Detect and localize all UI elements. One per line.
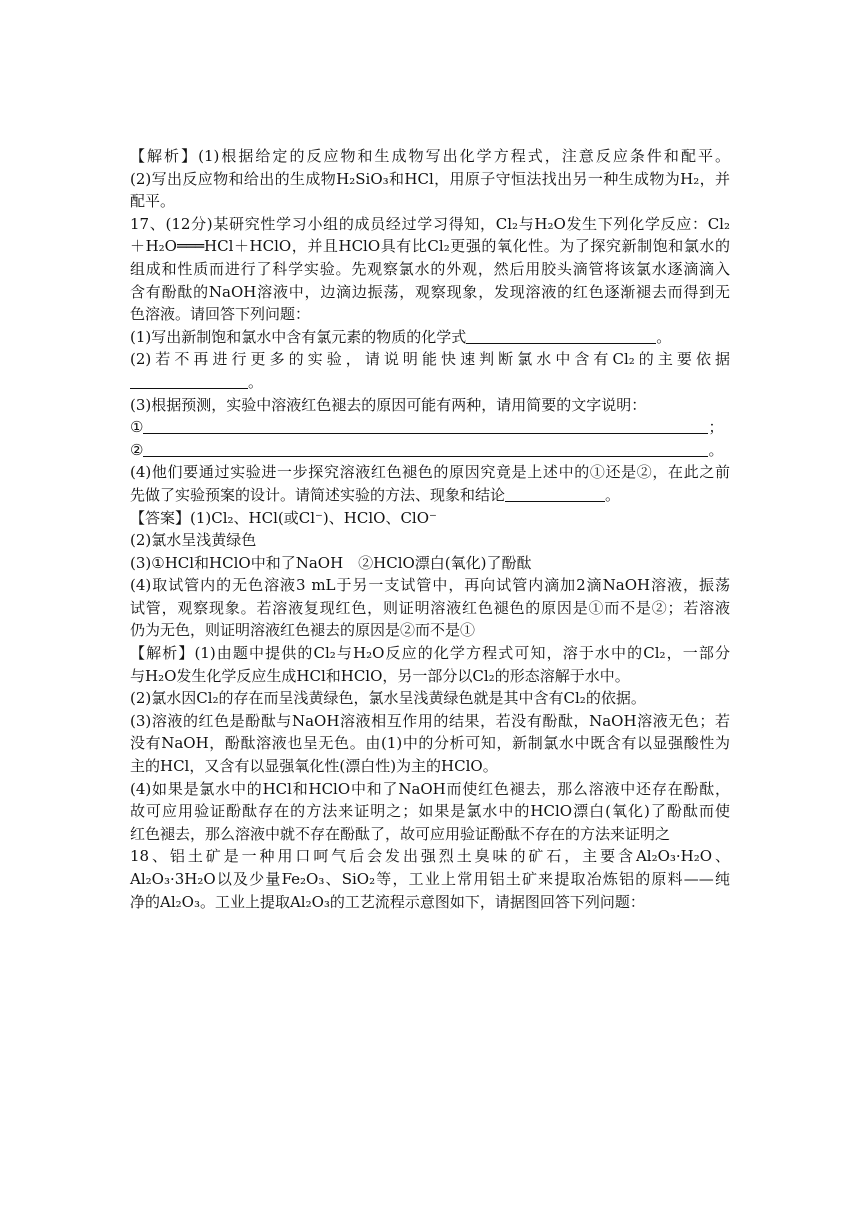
part-4-end: 。 xyxy=(605,485,621,504)
question-17-part-3-option-1 xyxy=(130,416,730,439)
answer-blank-4 xyxy=(143,441,708,457)
answer-blank-1 xyxy=(466,328,656,344)
analysis-17-line-5: 没有NaOH，酚酞溶液也呈无色。由(1)中的分析可知，新制氯水中既含有以显强酸性为 xyxy=(130,734,730,753)
analysis-17-line-7: (4)如果是氯水中的HCl和HClO中和了NaOH而使红色褪去，那么溶液中还存在酚酞， xyxy=(130,779,730,798)
analysis-17-line-1: 【解析】(1)由题中提供的Cl₂与H₂O反应的化学方程式可知，溶于水中的Cl₂，一部分 xyxy=(130,644,730,663)
analysis-17-line-6: 主的HCl，又含有以显强氧化性(漂白性)为主的HClO。 xyxy=(130,757,498,776)
question-18-line-2: Al₂O₃·3H₂O以及少量Fe₂O₃、SiO₂等，工业上常用铝土矿来提取冶炼铝的原料——纯 xyxy=(130,870,730,888)
analysis-17-line-4: (3)溶液的红色是酚酞与NaOH溶液相互作用的结果，若没有酚酞，NaOH溶液无色；若 xyxy=(130,711,730,730)
question-17-part-3-option-2 xyxy=(130,439,730,462)
question-17-line-4: 含有酚酞的NaOH溶液中，边滴边振荡，观察现象，发现溶液的红色逐渐褪去而得到无 xyxy=(130,282,730,301)
answer-17-part-4-line-2: 试管，观察现象。若溶液复现红色，则证明溶液红色褪色的原因是①而不是②；若溶液 xyxy=(130,598,730,617)
question-17-part-2-blank-line xyxy=(130,371,730,394)
answer-17-part-2: (2)氯水呈浅黄绿色 xyxy=(130,531,257,550)
document-page xyxy=(130,145,730,913)
question-17-part-1 xyxy=(130,326,730,349)
part-1-end: 。 xyxy=(656,327,672,346)
question-17-part-4-line-1: (4)他们要通过实验进一步探究溶液红色褪色的原因究竟是上述中的①还是②，在此之前 xyxy=(130,463,730,482)
analysis-17-line-2: 与H₂O发生化学反应生成HCl和HClO，另一部分以Cl₂的形态溶解于水中。 xyxy=(130,666,630,685)
question-17-line-5: 色溶液。请回答下列问题： xyxy=(130,305,311,324)
question-17-line-1: 17、(12分)某研究性学习小组的成员经过学习得知，Cl₂与H₂O发生下列化学反应：Cl₂ xyxy=(130,214,730,233)
question-18-line-3: 净的Al₂O₃。工业上提取Al₂O₃的工艺流程示意图如下，请据图回答下列问题： xyxy=(130,892,645,911)
question-17-line-2: ＋H₂O═══HCl＋HClO，并且HClO具有比Cl₂更强的氧化性。为了探究新制饱和氯水的 xyxy=(130,237,730,256)
analysis-17-line-3: (2)氯水因Cl₂的存在而呈浅黄绿色，氯水呈浅黄绿色就是其中含有Cl₂的依据。 xyxy=(130,689,646,708)
part-1-text: (1)写出新制饱和氯水中含有氯元素的物质的化学式 xyxy=(130,327,467,346)
analysis-17-line-9: 红色褪去，那么溶液中就不存在酚酞了，故可应用验证酚酞不存在的方法来证明之 xyxy=(130,824,671,843)
question-17-part-2: (2)若不再进行更多的实验，请说明能快速判断氯水中含有Cl₂的主要依据 xyxy=(130,350,730,369)
analysis-16-line-1: 【解析】(1)根据给定的反应物和生成物写出化学方程式，注意反应条件和配平。 xyxy=(130,147,730,165)
answer-17-part-4-line-1: (4)取试管内的无色溶液3 mL于另一支试管中，再向试管内滴加2滴NaOH溶液，振荡 xyxy=(130,576,730,595)
answer-17-part-1: 【答案】(1)Cl₂、HCl(或Cl⁻)、HClO、ClO⁻ xyxy=(130,508,437,527)
answer-blank-5 xyxy=(505,486,605,502)
question-17-part-3: (3)根据预测，实验中溶液红色褪去的原因可能有两种，请用简要的文字说明： xyxy=(130,395,647,414)
analysis-16-line-2: (2)写出反应物和给出的生成物H₂SiO₃和HCl，用原子守恒法找出另一种生成物为H₂，并 xyxy=(130,169,730,188)
part-2-end: 。 xyxy=(248,372,264,391)
analysis-16-line-3: 配平。 xyxy=(130,192,176,211)
option-1-end: ； xyxy=(708,418,724,437)
question-17-part-4-line-2 xyxy=(130,484,730,507)
option-2-marker: ② xyxy=(130,440,144,459)
option-1-marker: ① xyxy=(130,418,144,437)
analysis-17-line-8: 故可应用验证酚酞存在的方法来证明之；如果是氯水中的HClO漂白(氧化)了酚酞而使 xyxy=(130,802,730,821)
answer-blank-2 xyxy=(130,373,248,389)
question-17-line-3: 组成和性质而进行了科学实验。先观察氯水的外观，然后用胶头滴管将该氯水逐滴滴入 xyxy=(130,259,730,278)
part-4-text: 先做了实验预案的设计。请简述实验的方法、现象和结论 xyxy=(130,485,506,504)
question-18-line-1: 18、铝土矿是一种用口呵气后会发出强烈土臭味的矿石，主要含Al₂O₃·H₂O、 xyxy=(130,847,730,866)
answer-blank-3 xyxy=(143,418,708,434)
answer-17-part-4-line-3: 仍为无色，则证明溶液红色褪去的原因是②而不是① xyxy=(130,621,476,640)
option-2-end: 。 xyxy=(708,440,724,459)
answer-17-part-3: (3)①HCl和HClO中和了NaOH ②HClO漂白(氧化)了酚酞 xyxy=(130,553,532,572)
